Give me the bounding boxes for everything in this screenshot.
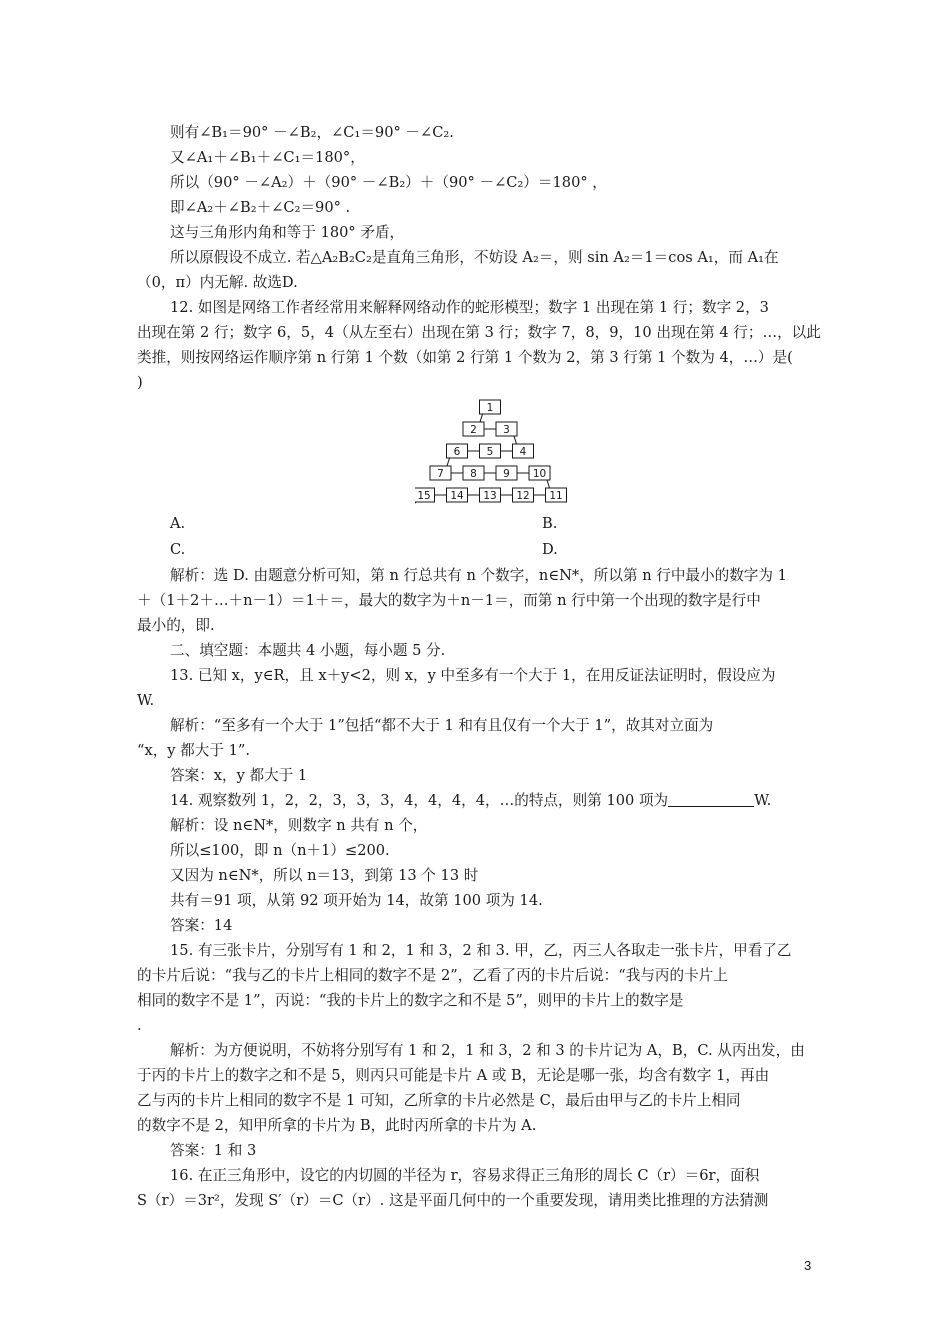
figure-box-label: 2 xyxy=(470,424,477,436)
figure-box-label: 15 xyxy=(417,490,431,502)
figure-connector xyxy=(447,458,450,466)
text-line: 所以（90° －∠A₂）＋（90° －∠B₂）＋（90° －∠C₂）＝180° ， xyxy=(170,174,607,191)
text-line: . xyxy=(137,1017,142,1034)
option-b[interactable]: B. xyxy=(542,515,558,532)
figure-boxes xyxy=(415,400,567,502)
figure-box-label: 14 xyxy=(450,490,464,502)
figure-box-label: 6 xyxy=(453,446,461,458)
answer-13: 答案：x，y 都大于 1 xyxy=(170,767,308,784)
text-line: 解析：选 D. 由题意分析可知，第 n 行总共有 n 个数字，n∈N*，所以第 n 行中最小的数字为 1 xyxy=(170,567,787,584)
question-16: 16. 在正三角形中，设它的内切圆的半径为 r，容易求得正三角形的周长 C（r）＝6r，面积 xyxy=(170,1167,760,1184)
question-14 xyxy=(170,791,771,811)
question-15: 15. 有三张卡片，分别写有 1 和 2，1 和 3，2 和 3. 甲，乙，丙三人各取走一张卡片，甲看了乙 xyxy=(170,942,792,959)
text-line: 的卡片后说：“我与乙的卡片上相同的数字不是 2”，乙看了丙的卡片后说：“我与丙的卡片上 xyxy=(137,967,728,984)
question-13: 13. 已知 x，y∈R，且 x＋y<2，则 x，y 中至多有一个大于 1，在用反证法证明时，假设应为 xyxy=(170,667,776,684)
text-line: 共有＝91 项，从第 92 项开始为 14，故第 100 项为 14. xyxy=(170,892,543,909)
figure-box-label: 8 xyxy=(470,468,477,480)
text-line: ＋（1＋2＋…＋n－1）＝1＋＝，最大的数字为＋n－1＝，而第 n 行中第一个出现的数字是行中 xyxy=(137,592,761,609)
text-line: 乙与丙的卡片上相同的数字不是 1 可知，乙所拿的卡片必然是 C，最后由甲与乙的卡片上相同 xyxy=(137,1092,741,1109)
text-line: （0，π）内无解. 故选D. xyxy=(137,274,298,291)
figure-box-label: 5 xyxy=(486,446,494,458)
text-line: 出现在第 2 行；数字 6，5，4（从左至右）出现在第 3 行；数字 7，8，9，10 出现在第 4 行；…，以此 xyxy=(137,324,821,341)
text-line: 又∠A₁＋∠B₁＋∠C₁＝180°， xyxy=(170,149,365,166)
text-line: 则有∠B₁＝90° －∠B₂，∠C₁＝90° －∠C₂. xyxy=(170,124,454,141)
section-heading: 二、填空题：本题共 4 小题，每小题 5 分. xyxy=(170,642,446,659)
text-line: 所以原假设不成立. 若△A₂B₂C₂是直角三角形，不妨设 A₂＝，则 sin A₂＝1＝cos A₁，而 A₁在 xyxy=(170,249,779,266)
figure-box-label: 1 xyxy=(486,402,494,414)
text-line: 最小的，即. xyxy=(137,617,215,634)
text-line: 相同的数字不是 1”，丙说：“我的卡片上的数字之和不是 5”，则甲的卡片上的数字是 xyxy=(137,992,684,1009)
question-14-tail: W. xyxy=(754,792,772,809)
text-line: 解析：为方便说明，不妨将分别写有 1 和 2，1 和 3，2 和 3 的卡片记为 A，B，C. 从丙出发，由 xyxy=(170,1042,805,1059)
figure-connector xyxy=(547,480,550,488)
option-a[interactable]: A. xyxy=(170,515,186,532)
text-line: 即∠A₂＋∠B₂＋∠C₂＝90° . xyxy=(170,199,351,216)
text-line: 解析：“至多有一个大于 1”包括“都不大于 1 和有且仅有一个大于 1”，故其对立面为 xyxy=(170,717,714,734)
option-c[interactable]: C. xyxy=(170,541,186,558)
text-line: 于丙的卡片上的数字之和不是 5，则丙只可能是卡片 A 或 B，无论是哪一张，均含有数字 1，再由 xyxy=(137,1067,770,1084)
text-line: 又因为 n∈N*，所以 n＝13，到第 13 个 13 时 xyxy=(170,867,479,884)
figure-box-label: 9 xyxy=(503,468,510,480)
snake-model-figure xyxy=(415,398,575,506)
text-line: ) xyxy=(137,374,143,391)
figure-box-label: 4 xyxy=(519,446,527,458)
option-d[interactable]: D. xyxy=(542,541,558,558)
text-line: 解析：设 n∈N*，则数字 n 共有 n 个， xyxy=(170,817,428,834)
answer-14: 答案：14 xyxy=(170,917,233,934)
question-12: 12. 如图是网络工作者经常用来解释网络动作的蛇形模型；数字 1 出现在第 1 行；数字 2，3 xyxy=(170,299,769,316)
figure-connector xyxy=(415,502,417,506)
text-line: 的数字不是 2，知甲所拿的卡片为 B，此时丙所拿的卡片为 A. xyxy=(137,1117,537,1134)
text-line: “x，y 都大于 1”. xyxy=(137,742,250,759)
figure-box-label: 3 xyxy=(503,424,510,436)
figure-box-label: 7 xyxy=(437,468,444,480)
text-line: 类推，则按网络运作顺序第 n 行第 1 个数（如第 2 行第 1 个数为 2，第 3 行第 1 个数为 4，…）是( xyxy=(137,349,793,366)
question-14-text: 14. 观察数列 1，2，2，3，3，3，4，4，4，4，…的特点，则第 100 项为 xyxy=(170,792,669,809)
figure-connector xyxy=(514,436,517,444)
figure-box-label: 11 xyxy=(549,490,563,502)
text-line: S（r）＝3r²，发现 S′（r）＝C（r）. 这是平面几何中的一个重要发现，请用类比推理的方法猜测 xyxy=(137,1192,769,1209)
text-line: 所以≤100，即 n（n＋1）≤200. xyxy=(170,842,390,859)
figure-box-label: 12 xyxy=(516,490,530,502)
text-line: W. xyxy=(137,692,155,709)
answer-15: 答案：1 和 3 xyxy=(170,1142,257,1159)
figure-box-label: 10 xyxy=(532,468,547,480)
figure-box-label: 13 xyxy=(483,490,497,502)
text-line: 这与三角形内角和等于 180° 矛盾， xyxy=(170,224,405,241)
page-number: 3 xyxy=(804,1258,812,1273)
figure-connector xyxy=(480,414,483,422)
answer-blank[interactable] xyxy=(668,792,754,807)
